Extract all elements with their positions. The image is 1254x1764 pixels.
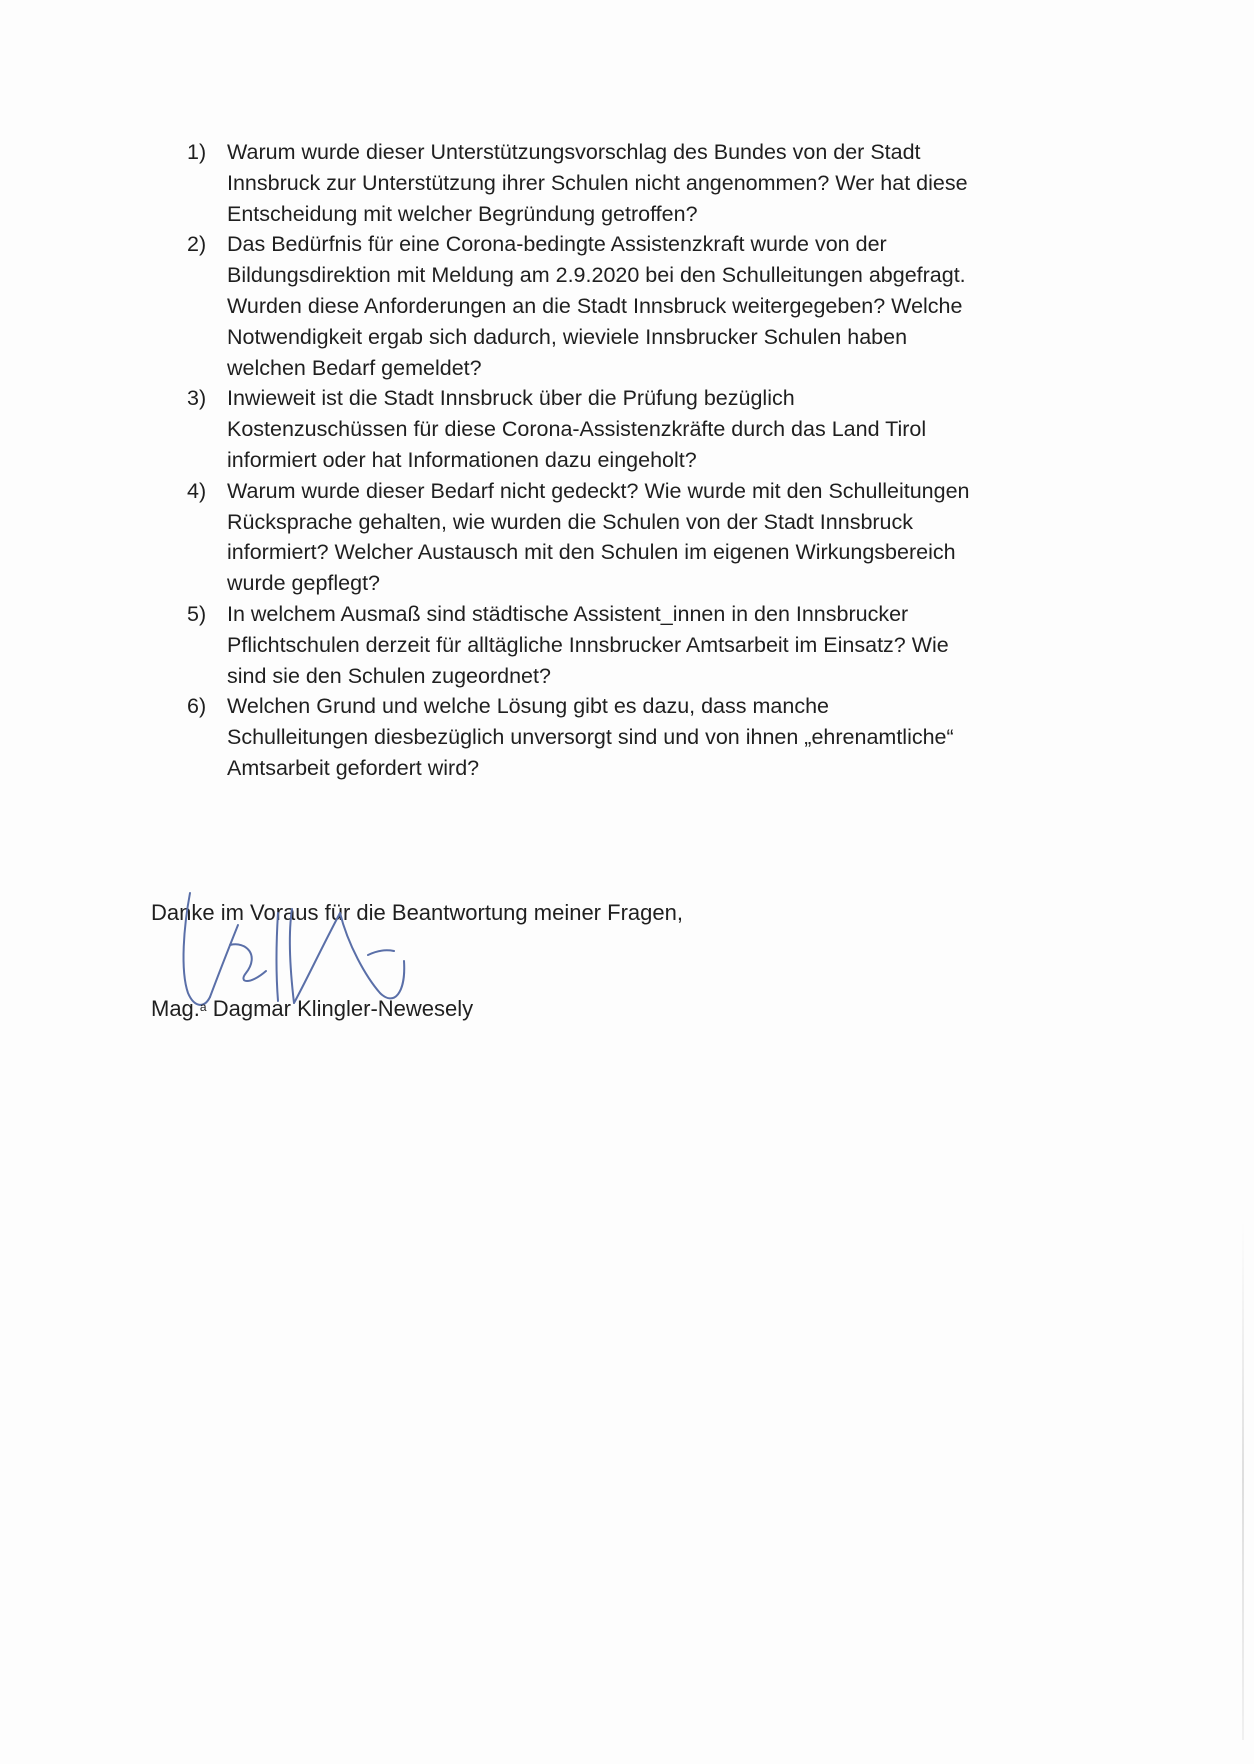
question-text bbox=[227, 691, 1107, 783]
question-item bbox=[187, 691, 1107, 783]
question-line: Notwendigkeit ergab sich dadurch, wieviele Innsbrucker Schulen haben bbox=[227, 324, 908, 349]
question-line: Welchen Grund und welche Lösung gibt es dazu, dass manche bbox=[227, 694, 829, 719]
question-item bbox=[187, 476, 1107, 599]
question-line: Innsbruck zur Unterstützung ihrer Schulen nicht angenommen? Wer hat diese bbox=[227, 170, 968, 195]
question-line: sind sie den Schulen zugeordnet? bbox=[227, 663, 551, 688]
signer-name: Dagmar Klingler-Newesely bbox=[212, 996, 474, 1021]
signature-stroke bbox=[277, 913, 279, 1001]
question-line: Amtsarbeit gefordert wird? bbox=[227, 755, 480, 780]
question-line: Inwieweit ist die Stadt Innsbruck über die Prüfung bezüglich bbox=[227, 386, 795, 411]
question-item bbox=[187, 383, 1107, 475]
question-number: 1) bbox=[187, 140, 207, 164]
signature-stroke bbox=[290, 909, 294, 1003]
question-line: Pflichtschulen derzeit für alltägliche Innsbrucker Amtsarbeit im Einsatz? Wie bbox=[227, 632, 949, 657]
question-line: Das Bedürfnis für eine Corona-bedingte Assistenzkraft wurde von der bbox=[227, 232, 887, 257]
question-text bbox=[227, 137, 1107, 229]
question-line: Kostenzuschüssen für diese Corona-Assistenzkräfte durch das Land Tirol bbox=[227, 417, 927, 442]
question-text bbox=[227, 383, 1107, 475]
question-item bbox=[187, 137, 1107, 229]
question-text bbox=[227, 229, 1107, 383]
closing-line: Danke im Voraus für die Beantwortung meiner Fragen, bbox=[151, 900, 683, 925]
signature-stroke bbox=[340, 913, 404, 998]
question-number: 6) bbox=[187, 694, 207, 719]
question-line: Wurden diese Anforderungen an die Stadt Innsbruck weitergegeben? Welche bbox=[227, 293, 963, 318]
question-text bbox=[227, 599, 1107, 691]
question-line: Rücksprache gehalten, wie wurden die Schulen von der Stadt Innsbruck bbox=[227, 509, 914, 534]
question-number: 2) bbox=[187, 232, 207, 257]
question-line: welchen Bedarf gemeldet? bbox=[227, 355, 482, 380]
signer-name-line bbox=[151, 994, 473, 1024]
question-line: informiert? Welcher Austausch mit den Schulen im eigenen Wirkungsbereich bbox=[227, 540, 956, 565]
question-line: Schulleitungen diesbezüglich unversorgt sind und von ihnen „ehrenamtliche“ bbox=[227, 725, 954, 750]
signer-title-superscript: a bbox=[199, 1000, 207, 1014]
question-line: informiert oder hat Informationen dazu eingeholt? bbox=[227, 447, 697, 472]
question-text bbox=[227, 476, 1107, 599]
question-number: 5) bbox=[187, 601, 207, 626]
question-line: Entscheidung mit welcher Begründung getroffen? bbox=[227, 201, 698, 226]
question-item bbox=[187, 229, 1107, 383]
signature-stroke bbox=[184, 893, 210, 1005]
signature-stroke bbox=[294, 913, 340, 1003]
question-list bbox=[187, 137, 1107, 784]
question-line: wurde gepflegt? bbox=[227, 571, 380, 596]
question-number: 3) bbox=[187, 386, 207, 411]
signature-stroke bbox=[368, 950, 394, 955]
signature-stroke bbox=[210, 925, 238, 997]
question-line: In welchem Ausmaß sind städtische Assistent_innen in den Innsbrucker bbox=[227, 601, 909, 626]
question-item bbox=[187, 599, 1107, 691]
question-line: Warum wurde dieser Unterstützungsvorschlag des Bundes von der Stadt bbox=[227, 140, 921, 164]
question-line: Warum wurde dieser Bedarf nicht gedeckt? Wie wurde mit den Schulleitungen bbox=[227, 478, 970, 503]
signer-title: Mag. bbox=[151, 996, 200, 1021]
scan-edge-shadow bbox=[1242, 1220, 1244, 1740]
signature-stroke bbox=[230, 944, 266, 981]
question-line: Bildungsdirektion mit Meldung am 2.9.2020 bei den Schulleitungen abgefragt. bbox=[227, 263, 966, 288]
question-number: 4) bbox=[187, 478, 207, 503]
